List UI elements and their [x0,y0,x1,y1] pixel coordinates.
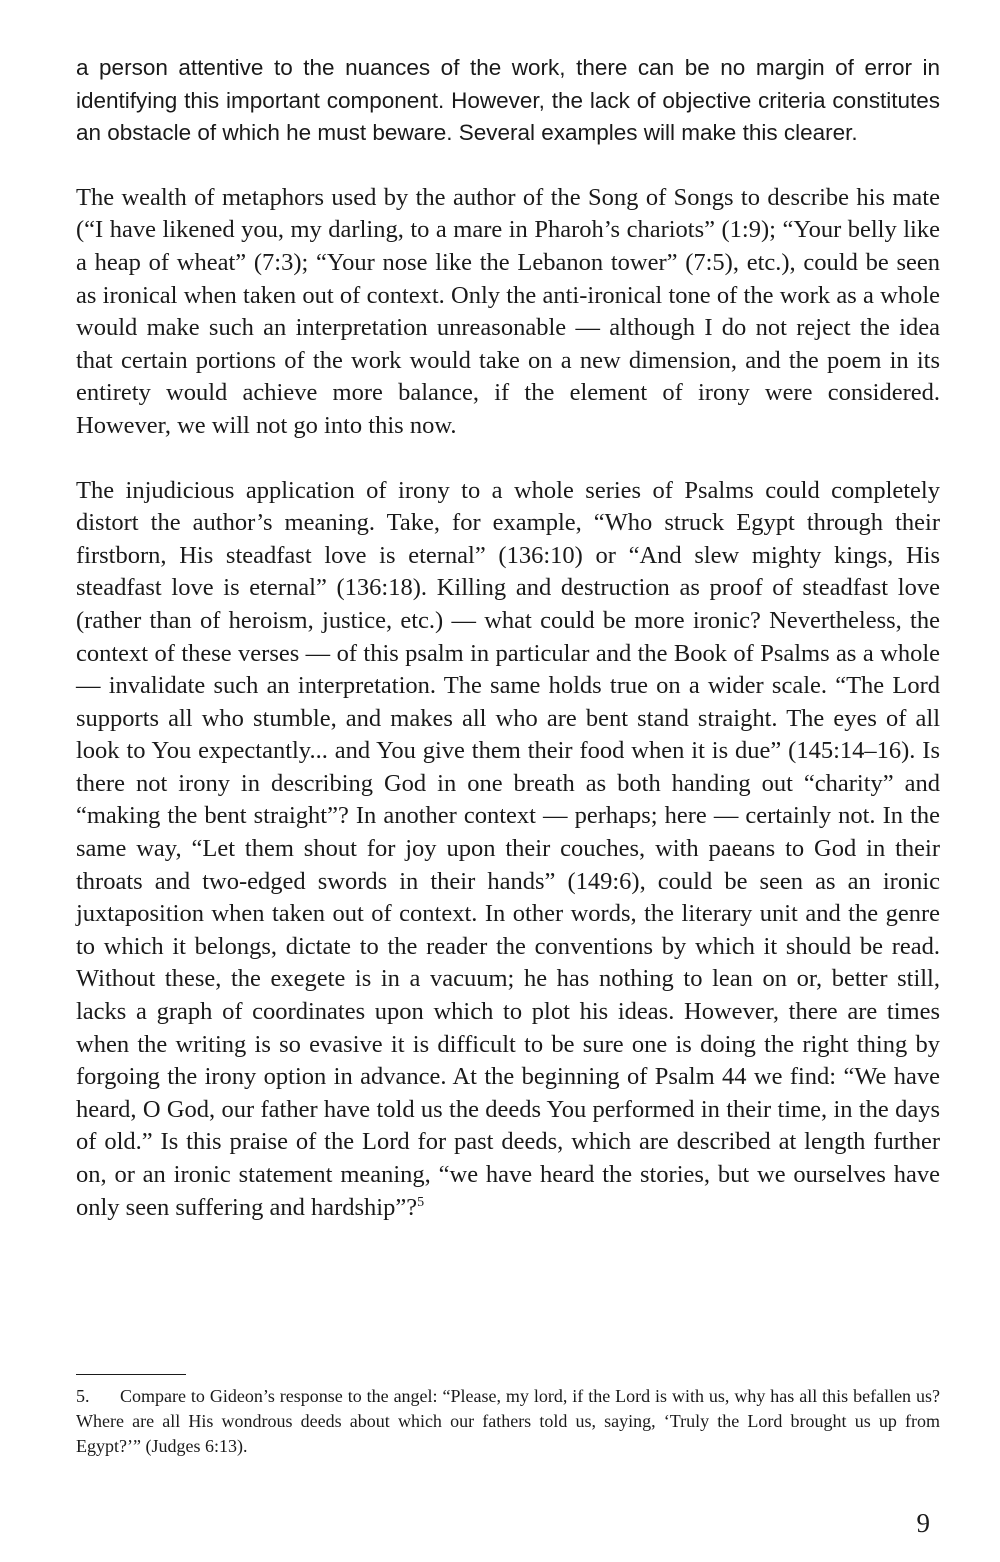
footnote-number: 5. [76,1386,90,1406]
footnote-text: Compare to Gideon’s response to the angel: “Please, my lord, if the Lord is with us, why has all this befallen us? Where are all His wondrous deeds about which our fathers told us, saying, ‘Truly the Lord brought us up from Egypt?’” (Judges 6:13). [76,1386,940,1456]
paragraph-psalms-text: The injudicious application of irony to a whole series of Psalms could completely distort the author’s meaning. Take, for example, “Who struck Egypt through their firstborn, His steadfast love is eternal” (136:10) or “And slew mighty kings, His steadfast love is eternal” (136:18). Killing and destruction as proof of steadfast love (rather than of heroism, justice, etc.) — what could be more ironic? Nevertheless, the context of these verses — of this psalm in particular and the Book of Psalms as a whole — invalidate such an interpretation. The same holds true on a wider scale. “The Lord supports all who stumble, and makes all who are bent stand straight. The eyes of all look to You expectantly... and You give them their food when it is due” (145:14–16). Is there not irony in describing God in one breath as both handing out “charity” and “making the bent straight”? In another context — perhaps; here — certainly not. In the same way, “Let them shout for joy upon their couches, with paeans to God in their throats and two-edged swords in their hands” (149:6), could be seen as an ironic juxtaposition when taken out of context. In other words, the literary unit and the genre to which it belongs, dictate to the reader the conventions by which it should be read. Without these, the exegete is in a vacuum; he has nothing to lean on or, better still, lacks a graph of coordinates upon which to plot his ideas. However, there are times when the writing is so evasive it is difficult to be sure one is doing the right thing by forgoing the irony option in advance. At the beginning of Psalm 44 we find: “We have heard, O God, our father have told us the deeds You performed in their time, in the days of old.” Is this praise of the Lord for past deeds, which are described at length further on, or an ironic statement meaning, “we have heard the stories, but we ourselves have only seen suffering and hardship”? [76,476,940,1221]
page-number: 9 [916,1508,930,1538]
body-text [76,52,940,1224]
paragraph-continuation: a person attentive to the nuances of the work, there can be no margin of error in identifying this important component. However, the lack of objective criteria constitutes an obstacle of which he must beware. Several examples will make this clearer. [76,55,940,146]
footnote-reference: 5 [417,1194,425,1210]
footnote [76,1384,940,1459]
paragraph-song-of-songs: The wealth of metaphors used by the author of the Song of Songs to describe his mate (“I have likened you, my darling, to a mare in Pharoh’s chariots” (1:9); “Your belly like a heap of wheat” (7:3); “Your nose like the Lebanon tower” (7:5), etc.), could be seen as ironical when taken out of context. Only the anti-ironical tone of the work as a whole would make such an interpretation unreasonable — although I do not reject the idea that certain portions of the work would take on a new dimension, and the poem in its entirety would achieve more balance, if the element of irony were considered. However, we will not go into this now. [76,183,940,439]
paragraph-psalms [76,475,940,1225]
footnote-divider [76,1374,186,1375]
